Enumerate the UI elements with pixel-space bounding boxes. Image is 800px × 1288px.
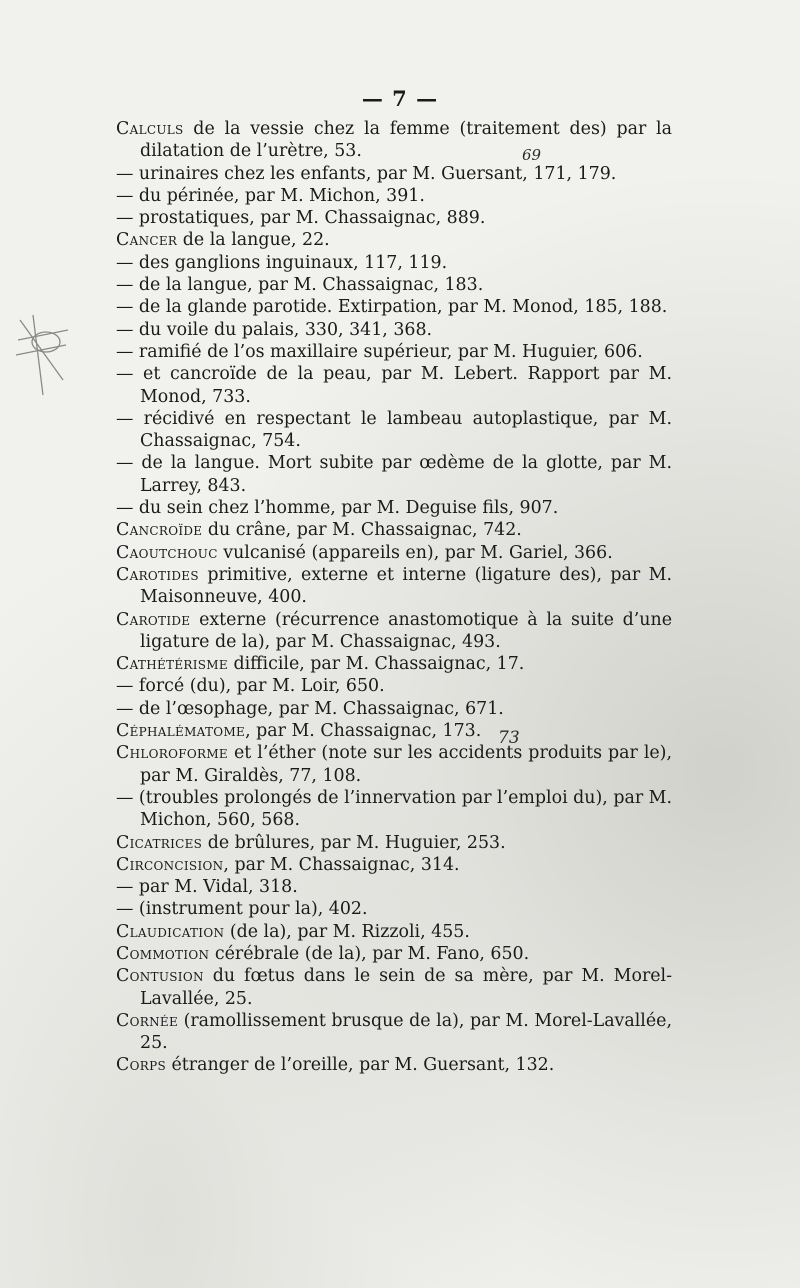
entry-text: — de la langue. Mort subite par œdème de la glotte, par M. Larrey, 843. (116, 453, 672, 496)
entry-heading: Céphalématome (116, 721, 246, 742)
entry-text: externe (récurrence anastomotique à la suite d’une ligature de la), par M. Chassaignac, 493. (140, 609, 672, 652)
entry-text: — par M. Vidal, 318. (116, 877, 298, 898)
index-entry (116, 118, 672, 163)
entry-text: — récidivé en respectant le lambeau autoplastique, par M. Chassaignac, 754. (116, 408, 672, 452)
index-entry (116, 720, 672, 742)
entry-heading: Cathétérisme (116, 654, 228, 675)
entry-text: , par M. Chassaignac, 314. (223, 854, 460, 875)
entry-text: — du périnée, par M. Michon, 391. (116, 185, 425, 206)
entry-text: de brûlures, par M. Huguier, 253. (202, 832, 506, 853)
entry-text: et l’éther (note sur les accidents produits par le), par M. Giraldès, 77, 108. (140, 743, 672, 786)
index-entry (116, 742, 672, 787)
entry-heading: Circoncision (116, 854, 224, 875)
index-entry (116, 497, 672, 519)
entry-text: de la vessie chez la femme (traitement des) par la dilatation de l’urètre, 53. (140, 119, 672, 162)
index-entry (116, 921, 672, 943)
entry-text: (ramollissement brusque de la), par M. Morel-Lavallée, 25. (140, 1010, 672, 1054)
index-entry (116, 296, 672, 318)
index-entry (116, 832, 672, 854)
index-entry (116, 898, 672, 920)
index-entry (116, 452, 672, 497)
entry-text: — de l’œsophage, par M. Chassaignac, 671. (116, 698, 504, 719)
entry-text: du fœtus dans le sein de sa mère, par M. Morel-Lavallée, 25. (140, 966, 672, 1009)
index-entry (116, 965, 672, 1010)
entry-text: — (troubles prolongés de l’innervation par l’emploi du), par M. Michon, 560, 568. (116, 787, 673, 831)
index-entry (116, 542, 672, 564)
entry-text: — de la glande parotide. Extirpation, par M. Monod, 185, 188. (116, 297, 668, 318)
entry-text: — prostatiques, par M. Chassaignac, 889. (116, 208, 486, 229)
index-entry (116, 319, 672, 341)
entry-heading: Carotide (116, 609, 191, 630)
index-entry (116, 698, 672, 720)
index-entries (116, 118, 672, 1077)
entry-text: du crâne, par M. Chassaignac, 742. (202, 520, 522, 541)
entry-heading: Commotion (116, 943, 210, 964)
entry-text: — ramifié de l’os maxillaire supérieur, par M. Huguier, 606. (116, 341, 643, 362)
index-entry (116, 609, 672, 654)
page-number: — 7 — (361, 86, 439, 111)
index-entry (116, 943, 672, 965)
index-entry (116, 163, 672, 185)
entry-heading: Corps (116, 1055, 166, 1076)
entry-heading: Calculs (116, 119, 184, 139)
index-entry (116, 274, 672, 296)
index-entry (116, 675, 672, 697)
entry-heading: Claudication (116, 921, 225, 942)
entry-heading: Contusion (116, 966, 204, 987)
index-entry (116, 229, 672, 251)
index-entry (116, 252, 672, 274)
handwritten-note: 69 (522, 146, 542, 164)
entry-heading: Caoutchouc (116, 542, 218, 563)
entry-text: — (instrument pour la), 402. (116, 899, 368, 920)
index-entry (116, 185, 672, 207)
index-entry (116, 787, 672, 832)
entry-text: — du voile du palais, 330, 341, 368. (116, 319, 433, 340)
entry-text: primitive, externe et interne (ligature des), par M. Maisonneuve, 400. (140, 564, 672, 608)
index-entry (116, 564, 672, 609)
index-entry (116, 876, 672, 898)
entry-text: difficile, par M. Chassaignac, 17. (227, 654, 525, 675)
entry-text: cérébrale (de la), par M. Fano, 650. (209, 943, 530, 964)
index-entry (116, 1054, 672, 1076)
handwritten-note: 73 (498, 728, 520, 748)
pencil-star-mark (8, 300, 78, 400)
index-entry (116, 341, 672, 363)
index-entry (116, 653, 672, 675)
entry-text: — du sein chez l’homme, par M. Deguise fils, 907. (116, 498, 559, 519)
entry-text: — et cancroïde de la peau, par M. Lebert. Rapport par M. Monod, 733. (116, 364, 672, 407)
entry-heading: Cicatrices (116, 832, 203, 853)
entry-text: — de la langue, par M. Chassaignac, 183. (116, 275, 484, 296)
entry-text: — urinaires chez les enfants, par M. Guersant, 171, 179. (116, 163, 617, 184)
index-entry (116, 363, 672, 408)
entry-heading: Carotides (116, 564, 199, 585)
index-entry (116, 408, 672, 453)
entry-heading: Cancer (116, 230, 178, 251)
entry-text: , par M. Chassaignac, 173. (245, 721, 482, 742)
entry-heading: Chloroforme (116, 743, 228, 764)
index-entry (116, 854, 672, 876)
index-entry (116, 1010, 672, 1055)
entry-heading: Cornée (116, 1010, 178, 1031)
entry-text: — forcé (du), par M. Loir, 650. (116, 676, 385, 697)
entry-text: étranger de l’oreille, par M. Guersant, 132. (165, 1055, 555, 1076)
entry-text: de la langue, 22. (177, 230, 330, 251)
index-entry (116, 519, 672, 541)
index-entry (116, 207, 672, 229)
entry-heading: Cancroïde (116, 520, 203, 541)
entry-text: vulcanisé (appareils en), par M. Gariel, 366. (217, 542, 613, 563)
entry-text: — des ganglions inguinaux, 117, 119. (116, 252, 448, 273)
entry-text: (de la), par M. Rizzoli, 455. (224, 921, 470, 942)
